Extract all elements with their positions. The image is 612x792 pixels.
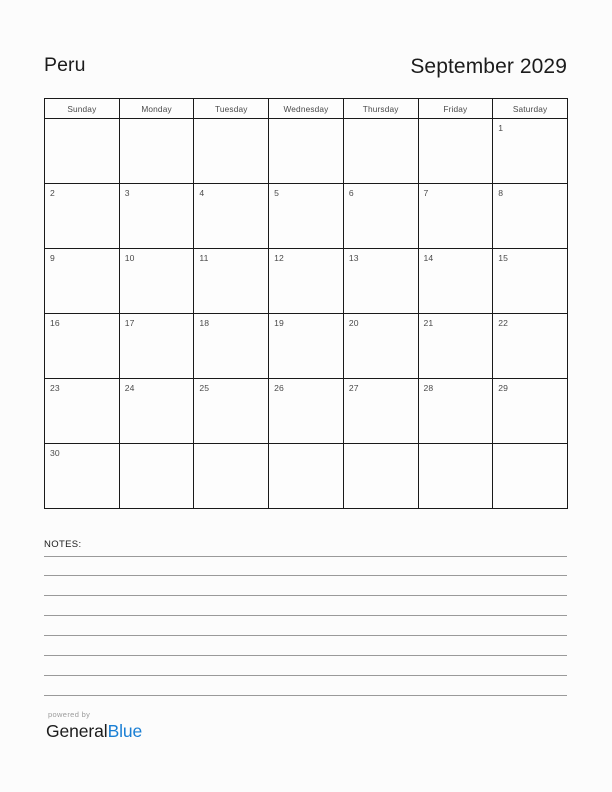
day-cell[interactable] <box>45 184 120 249</box>
day-cell[interactable] <box>493 119 568 184</box>
day-number: 8 <box>498 188 504 198</box>
day-number: 19 <box>274 318 284 328</box>
day-cell[interactable] <box>45 314 120 379</box>
day-number: 13 <box>348 253 359 263</box>
generalblue-logo[interactable] <box>46 720 143 741</box>
day-cell[interactable] <box>343 314 418 379</box>
day-number: 30 <box>50 448 60 458</box>
day-number: 12 <box>274 253 284 263</box>
day-cell[interactable] <box>45 249 120 314</box>
day-cell[interactable] <box>418 314 493 379</box>
day-cell[interactable] <box>119 249 194 314</box>
notes-line[interactable] <box>44 635 567 636</box>
day-number: 20 <box>348 318 359 328</box>
brand-name-blue: Blue <box>107 720 143 741</box>
notes-line[interactable] <box>44 675 567 676</box>
day-cell[interactable] <box>343 444 418 509</box>
weekday-header-wednesday: Wednesday <box>269 99 344 119</box>
day-number: 26 <box>274 383 284 393</box>
notes-line[interactable] <box>44 615 567 616</box>
calendar-week-row <box>45 379 568 444</box>
day-cell[interactable] <box>194 314 269 379</box>
notes-line[interactable] <box>44 655 567 656</box>
day-number: 27 <box>348 383 359 393</box>
day-number: 1 <box>498 123 504 133</box>
day-number: 3 <box>124 188 130 198</box>
weekday-header-tuesday: Tuesday <box>194 99 269 119</box>
weekday-header-sunday: Sunday <box>45 99 120 119</box>
weekday-header-friday: Friday <box>418 99 493 119</box>
day-cell[interactable] <box>194 119 269 184</box>
day-cell[interactable] <box>119 119 194 184</box>
day-number: 6 <box>348 188 354 198</box>
day-number: 18 <box>199 318 210 328</box>
day-number: 4 <box>199 188 205 198</box>
day-cell[interactable] <box>343 249 418 314</box>
day-cell[interactable] <box>343 379 418 444</box>
day-number: 7 <box>423 188 429 198</box>
weekday-header-saturday: Saturday <box>493 99 568 119</box>
day-cell[interactable] <box>45 444 120 509</box>
calendar-week-row <box>45 184 568 249</box>
day-number: 23 <box>50 383 60 393</box>
notes-lines <box>44 556 567 696</box>
day-cell[interactable] <box>269 314 344 379</box>
weekday-header-thursday: Thursday <box>343 99 418 119</box>
day-number: 5 <box>274 188 279 198</box>
day-cell[interactable] <box>194 184 269 249</box>
powered-by-label: powered by <box>48 710 91 719</box>
day-cell[interactable] <box>269 379 344 444</box>
day-cell[interactable] <box>269 249 344 314</box>
day-cell[interactable] <box>493 249 568 314</box>
day-cell[interactable] <box>418 184 493 249</box>
day-number: 22 <box>498 318 508 328</box>
day-cell[interactable] <box>418 379 493 444</box>
day-cell[interactable] <box>493 444 568 509</box>
day-cell[interactable] <box>194 249 269 314</box>
day-cell[interactable] <box>493 314 568 379</box>
day-cell[interactable] <box>418 444 493 509</box>
brand-name-general: General <box>46 720 108 741</box>
day-cell[interactable] <box>269 119 344 184</box>
day-cell[interactable] <box>119 314 194 379</box>
day-cell[interactable] <box>418 119 493 184</box>
day-number: 10 <box>124 253 135 263</box>
day-number: 9 <box>50 253 55 263</box>
day-number: 15 <box>498 253 508 263</box>
notes-label: NOTES: <box>44 539 82 550</box>
day-cell[interactable] <box>119 444 194 509</box>
day-cell[interactable] <box>269 184 344 249</box>
page-header <box>44 50 567 82</box>
day-number: 21 <box>423 318 434 328</box>
notes-line[interactable] <box>44 695 567 696</box>
calendar-body <box>45 119 568 509</box>
day-cell[interactable] <box>343 119 418 184</box>
day-cell[interactable] <box>194 379 269 444</box>
weekday-header-monday: Monday <box>119 99 194 119</box>
calendar-week-row <box>45 444 568 509</box>
calendar-header-row <box>45 99 568 119</box>
calendar-week-row <box>45 314 568 379</box>
day-cell[interactable] <box>493 379 568 444</box>
day-number: 29 <box>498 383 508 393</box>
day-cell[interactable] <box>119 379 194 444</box>
day-number: 25 <box>199 383 210 393</box>
calendar-week-row <box>45 119 568 184</box>
month-year-title: September 2029 <box>410 54 567 78</box>
day-cell[interactable] <box>269 444 344 509</box>
day-cell[interactable] <box>45 119 120 184</box>
calendar-grid <box>44 98 568 509</box>
day-number: 11 <box>199 253 209 263</box>
footer-branding <box>46 711 142 740</box>
day-cell[interactable] <box>343 184 418 249</box>
day-number: 14 <box>423 253 434 263</box>
day-number: 17 <box>124 318 135 328</box>
day-cell[interactable] <box>45 379 120 444</box>
calendar-week-row <box>45 249 568 314</box>
notes-line[interactable] <box>44 556 567 557</box>
day-cell[interactable] <box>493 184 568 249</box>
notes-line[interactable] <box>44 575 567 576</box>
day-number: 28 <box>423 383 434 393</box>
notes-section <box>44 540 567 696</box>
country-title: Peru <box>44 54 86 77</box>
day-number: 24 <box>124 383 135 393</box>
day-number: 16 <box>50 318 60 328</box>
notes-line[interactable] <box>44 595 567 596</box>
day-cell[interactable] <box>194 444 269 509</box>
day-number: 2 <box>50 188 55 198</box>
day-cell[interactable] <box>418 249 493 314</box>
day-cell[interactable] <box>119 184 194 249</box>
